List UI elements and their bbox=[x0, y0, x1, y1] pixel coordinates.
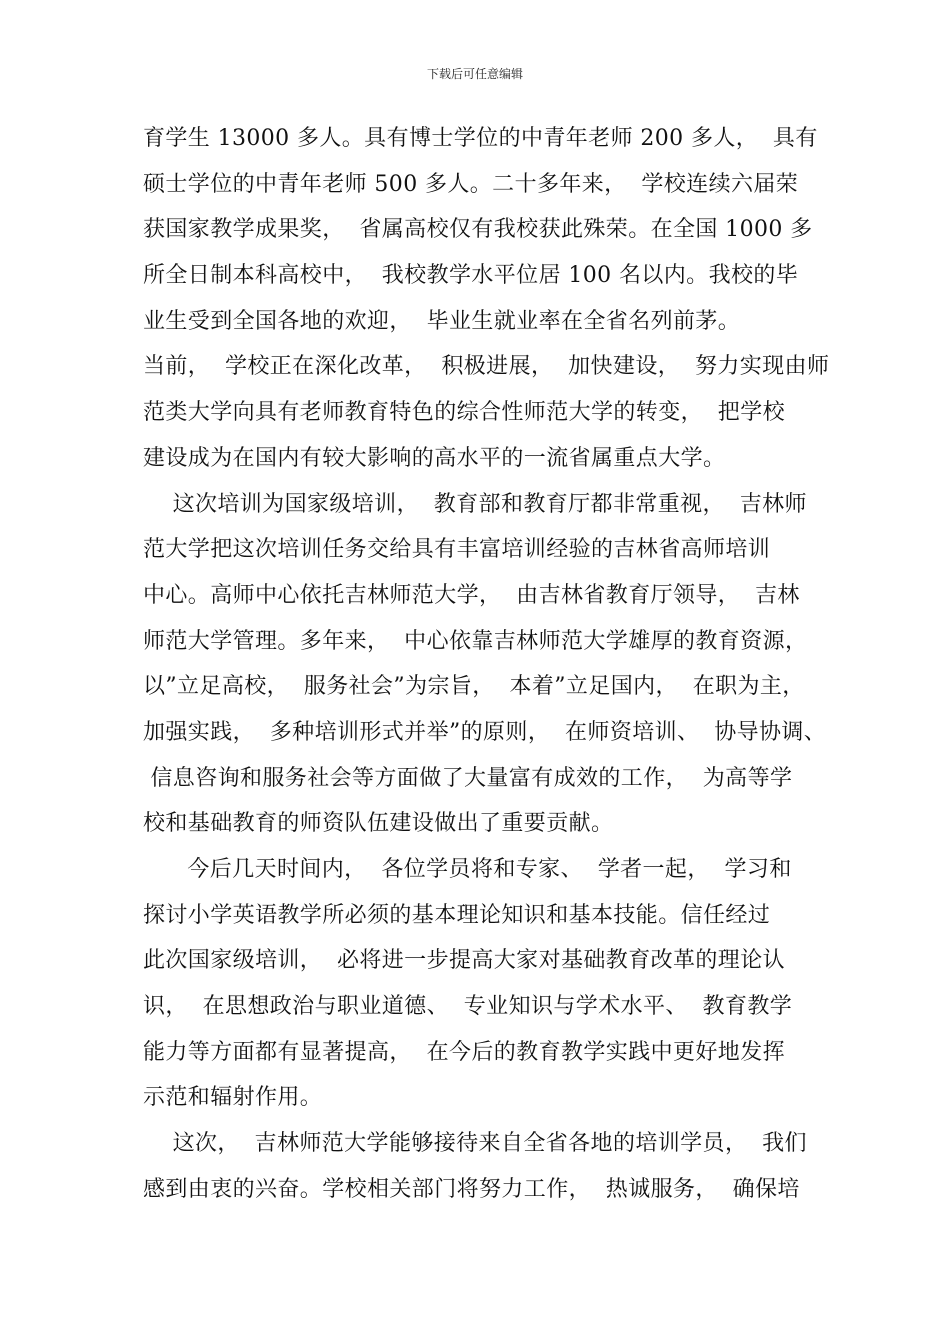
text-line: 硕士学位的中青年老师 500 多人。二十多年来， 学校连续六届荣 bbox=[143, 171, 799, 197]
text-line: 探讨小学英语教学所必须的基本理论知识和基本技能。信任经过 bbox=[143, 902, 771, 928]
text-line: 感到由衷的兴奋。学校相关部门将努力工作， 热诚服务， 确保培 bbox=[143, 1176, 800, 1202]
text-line: 今后几天时间内， 各位学员将和专家、 学者一起， 学习和 bbox=[143, 857, 792, 882]
text-line: 业生受到全国各地的欢迎， 毕业生就业率在全省名列前茅。 bbox=[143, 308, 741, 334]
text-line: 识， 在思想政治与职业道德、 专业知识与学术水平、 教育教学 bbox=[143, 994, 793, 1020]
text-line: 中心。高师中心依托吉林师范大学， 由吉林省教育厅领导， 吉林 bbox=[143, 582, 800, 608]
page-header: 下载后可任意编辑 bbox=[426, 67, 523, 81]
text-line: 获国家教学成果奖， 省属高校仅有我校获此殊荣。在全国 1000 多 bbox=[143, 217, 813, 243]
text-line: 所全日制本科高校中， 我校教学水平位居 100 名以内。我校的毕 bbox=[143, 263, 799, 289]
text-line: 以”立足高校， 服务社会”为宗旨， 本着”立足国内， 在职为主， bbox=[143, 674, 805, 700]
text-line: 育学生 13000 多人。具有博士学位的中青年老师 200 多人， 具有 bbox=[143, 126, 818, 151]
text-line: 范大学把这次培训任务交给具有丰富培训经验的吉林省高师培训 bbox=[143, 537, 771, 563]
text-line: 信息咨询和服务社会等方面做了大量富有成效的工作， 为高等学 bbox=[143, 765, 793, 791]
text-line: 校和基础教育的师资队伍建设做出了重要贡献。 bbox=[143, 811, 614, 837]
document-body bbox=[143, 116, 833, 1213]
text-line: 当前， 学校正在深化改革， 积极进展， 加快建设， 努力实现由师 bbox=[143, 354, 830, 380]
text-line: 加强实践， 多种培训形式并举”的原则， 在师资培训、 协导协调、 bbox=[143, 719, 827, 745]
text-line: 能力等方面都有显著提高， 在今后的教育教学实践中更好地发挥 bbox=[143, 1039, 785, 1065]
text-line: 建设成为在国内有较大影响的高水平的一流省属重点大学。 bbox=[143, 445, 726, 471]
text-line: 这次， 吉林师范大学能够接待来自全省各地的培训学员， 我们 bbox=[143, 1131, 807, 1157]
text-line: 范类大学向具有老师教育特色的综合性师范大学的转变， 把学校 bbox=[143, 400, 785, 426]
text-line: 这次培训为国家级培训， 教育部和教育厅都非常重视， 吉林师 bbox=[143, 491, 807, 517]
text-line: 此次国家级培训， 必将进一步提高大家对基础教育改革的理论认 bbox=[143, 948, 785, 974]
text-line: 示范和辐射作用。 bbox=[143, 1085, 323, 1111]
text-line: 师范大学管理。多年来， 中心依靠吉林师范大学雄厚的教育资源， bbox=[143, 628, 808, 654]
